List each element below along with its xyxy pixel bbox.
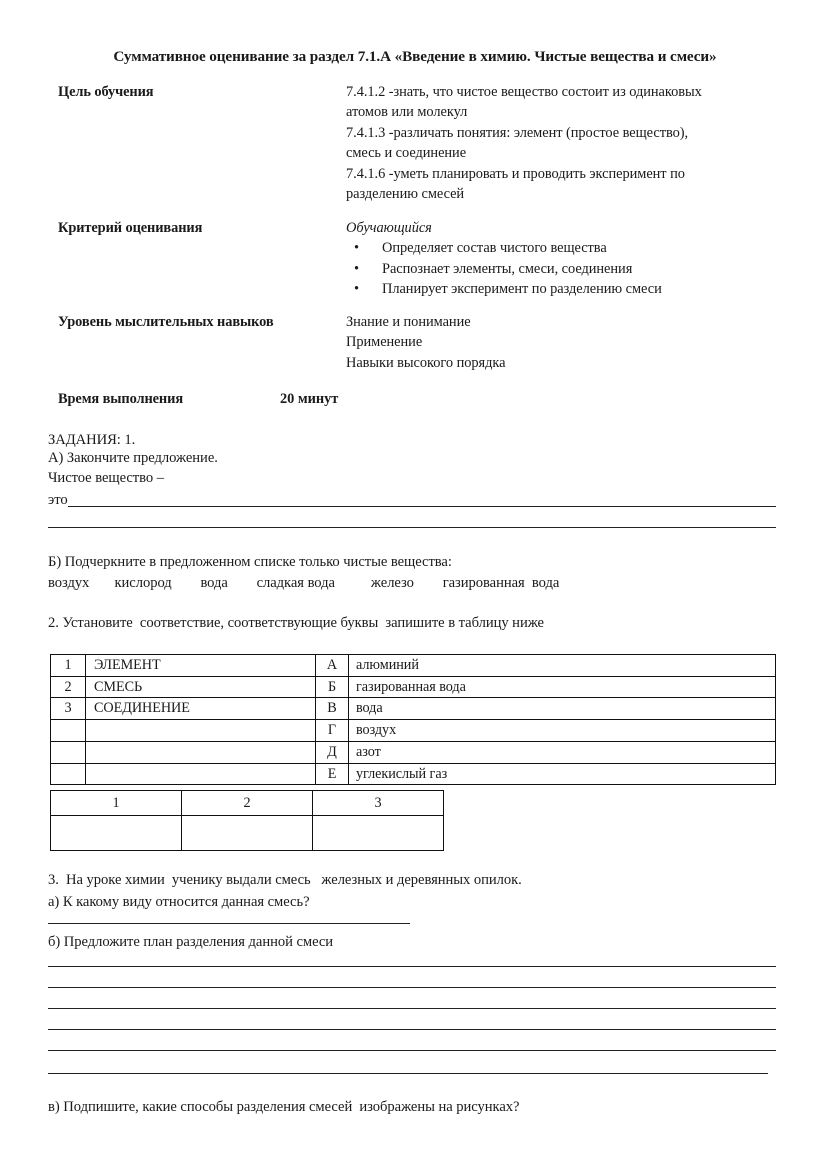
label-learning-goal: Цель обучения [58,84,154,100]
meta-row-thinking-skills [58,312,780,373]
table-row [51,698,776,720]
label-thinking-skills: Уровень мыслительных навыков [58,314,274,330]
cell-letter: А [316,655,349,677]
matching-table [50,654,776,785]
value-criteria [346,218,780,300]
cell-letter: Г [316,720,349,742]
answer-rule[interactable] [48,987,776,988]
cell-category [86,741,316,763]
answer-rule[interactable] [68,506,776,507]
cell-letter: Б [316,676,349,698]
bullet-icon: • [354,260,359,277]
meta-row-criteria [58,218,780,300]
answer-input-cell[interactable] [313,816,444,851]
cell-substance: воздух [349,720,776,742]
table-row [51,741,776,763]
goal-line: 7.4.1.3 -различать понятия: элемент (простое вещество), [346,124,689,141]
goal-line: разделению смесей [346,186,465,203]
list-item [346,238,780,258]
criteria-subject: Обучающийся [346,220,432,236]
answer-rule[interactable] [48,1050,776,1051]
answer-rule[interactable] [48,923,410,924]
table-row [51,676,776,698]
task-3b-prompt: б) Предложите план разделения данной смеси [48,934,334,950]
table-row [51,763,776,785]
cell-letter: В [316,698,349,720]
bullet-icon: • [354,240,359,257]
cell-number [51,763,86,785]
cell-substance: азот [349,741,776,763]
cell-category [86,720,316,742]
task-3v-prompt: в) Подпишите, какие способы разделения смесей изображены на рисунках? [48,1099,520,1115]
cell-category [86,763,316,785]
value-time: 20 минут [280,391,339,407]
cell-substance: вода [349,698,776,720]
table-row [51,816,444,851]
skill-line: Навыки высокого порядка [346,354,506,371]
answer-grid-table [50,790,444,851]
task-1b-prompt: Б) Подчеркните в предложенном списке только чистые вещества: [48,554,452,570]
list-item-label: Определяет состав чистого вещества [382,240,607,257]
task-1b-word-list[interactable]: воздух кислород вода сладкая вода железо газированная вода [48,575,560,591]
answer-header-cell: 3 [313,791,444,816]
criteria-list [346,238,780,299]
cell-letter: Д [316,741,349,763]
label-criteria: Критерий оценивания [58,220,203,236]
answer-rule[interactable] [48,527,776,528]
task-3a-prompt: а) К какому виду относится данная смесь? [48,894,310,910]
list-item-label: Распознает элементы, смеси, соединения [382,260,633,277]
task-1a-line2: это [48,492,68,508]
bullet-icon: • [354,281,359,298]
answer-rule[interactable] [48,1008,776,1009]
cell-number: 3 [51,698,86,720]
goal-line: атомов или молекул [346,104,468,121]
skill-line: Знание и понимание [346,314,471,330]
answer-rule[interactable] [48,966,776,967]
task-1a-line1: Чистое вещество – [48,470,164,486]
goal-line: 7.4.1.2 -знать, что чистое вещество состоит из одинаковых [346,84,702,100]
answer-rule[interactable] [48,1029,776,1030]
cell-number [51,720,86,742]
cell-number [51,741,86,763]
goal-line: 7.4.1.6 -уметь планировать и проводить эксперимент по [346,165,685,182]
answer-input-cell[interactable] [51,816,182,851]
goal-line: смесь и соединение [346,145,467,162]
cell-category: ЭЛЕМЕНТ [86,655,316,677]
answer-header-cell: 1 [51,791,182,816]
cell-number: 2 [51,676,86,698]
table-row [51,655,776,677]
cell-category: СОЕДИНЕНИЕ [86,698,316,720]
meta-row-learning-goal [58,82,780,205]
page-title: Суммативное оценивание за раздел 7.1.А «Введение в химию. Чистые вещества и смеси» [113,48,717,65]
tasks-heading: ЗАДАНИЯ: 1. [48,432,136,448]
table-row [51,791,444,816]
value-thinking-skills [346,312,780,373]
task-3-prompt: 3. На уроке химии ученику выдали смесь железных и деревянных опилок. [48,872,522,888]
list-item-label: Планирует эксперимент по разделению смеси [382,281,662,298]
cell-substance: алюминий [349,655,776,677]
answer-header-cell: 2 [182,791,313,816]
skill-line: Применение [346,334,423,351]
table-row [51,720,776,742]
cell-number: 1 [51,655,86,677]
answer-rule[interactable] [48,1073,768,1074]
cell-letter: Е [316,763,349,785]
label-time: Время выполнения [58,391,183,407]
value-learning-goal [346,82,780,205]
list-item [346,259,780,279]
meta-row-time [58,389,780,409]
task-1a-prompt: А) Закончите предложение. [48,450,218,466]
cell-substance: газированная вода [349,676,776,698]
task-2-prompt: 2. Установите соответствие, соответствующие буквы запишите в таблицу ниже [48,615,544,631]
list-item [346,279,780,299]
answer-input-cell[interactable] [182,816,313,851]
cell-category: СМЕСЬ [86,676,316,698]
cell-substance: углекислый газ [349,763,776,785]
